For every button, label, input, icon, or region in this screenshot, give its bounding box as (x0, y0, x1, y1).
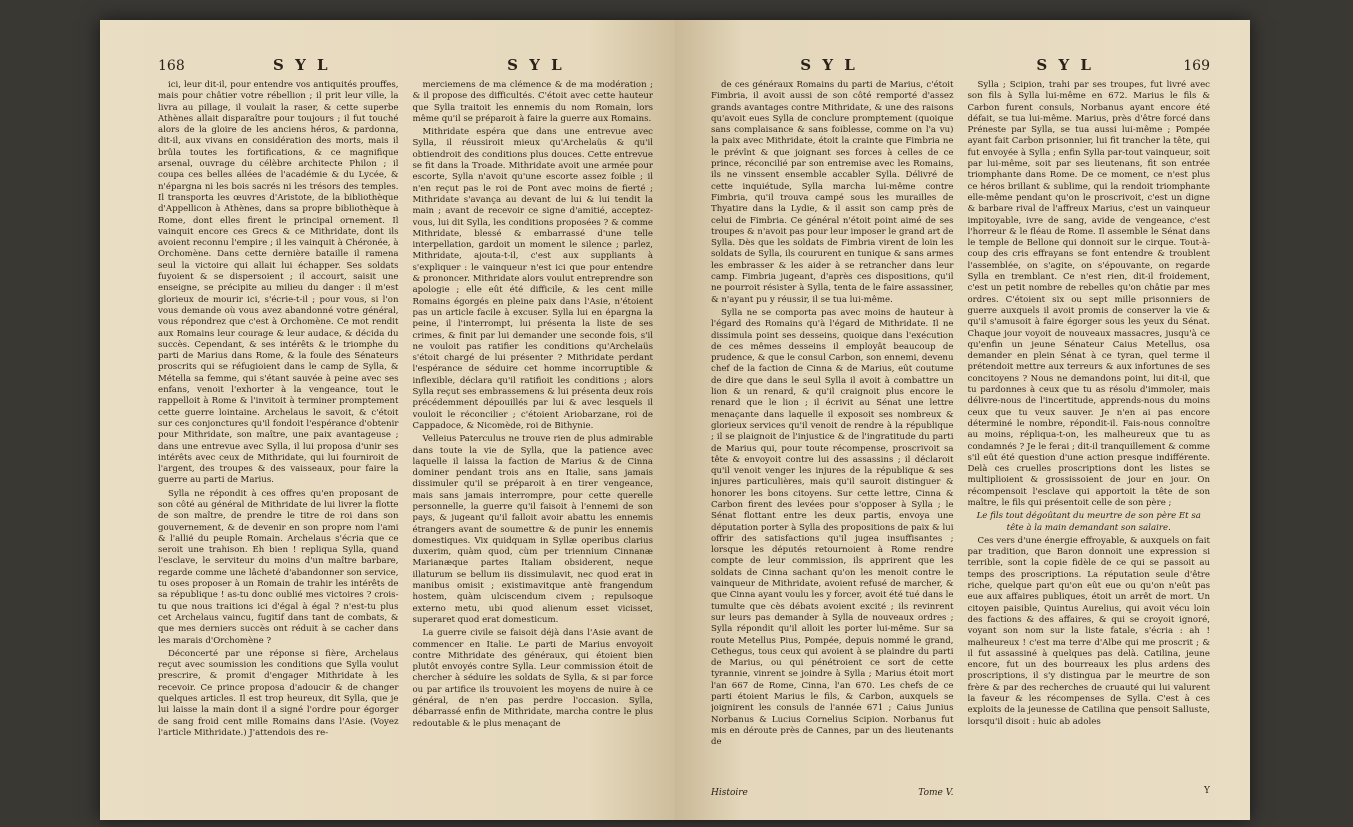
right-page-header (711, 56, 1210, 74)
paragraph: de ces généraux Romains du parti de Marius, c'étoit Fimbria, il avoit aussi de son côté remporté d'assez grands avantages contre Mithridate, & une des raisons qu'avoit eues Sylla de conclure promptement (quoique sans complaisance & sans foiblesse, comme on l'a vu) la paix avec Mithridate, étoit la crainte que Fimbria ne le prévînt & que joignant ses forces à celles de ce prince, réconcilié par son entremise avec les Romains, ils ne vinssent ensemble accabler Sylla. Délivré de cette inquiétude, Sylla marcha lui-même contre Fimbria, qu'il trouva campé sous les murailles de Thyatire dans la Lydie, & il assit son camp près de celui de Fimbria. Ce général n'étoit point aimé de ses troupes & n'avoit pas pour leur imposer le grand art de Sylla. Dès que les soldats de Fimbria virent de loin les soldats de Sylla, ils coururent en tunique & sans armes les embrasser & les aider à se retrancher dans leur camp. Fimbria jugeant, d'après ces dispositions, qu'il ne pourroit résister à Sylla, tenta de le faire assassiner, & n'ayant pu y réussir, il se tua lui-même. (711, 80, 954, 305)
left-page-header (158, 56, 653, 74)
running-head (711, 56, 1183, 74)
running-head-col2: S Y L (507, 56, 565, 74)
right-page-footer (711, 786, 1210, 798)
footer-signature (711, 788, 954, 798)
paragraph: Ces vers d'une énergie effroyable, & auxquels on fait par tradition, que Baron donnoit une expression si terrible, sont la copie fidèle de ce qui se passoit au temps des proscriptions. La réputation seule d'être riche, quelque part qu'on eût eue ou qu'on n'eût pas eue aux affaires publiques, étoit un arrêt de mort. Un citoyen paisible, Quintus Aurelius, qui avoit vécu loin des factions & des affaires, & qui se croyoit ignoré, voyant son nom sur la liste fatale, s'écria : ah ! malheureux ! c'est ma terre d'Albe qui me proscrit ; & il fut assassiné à quelques pas delà. Catilina, jeune encore, fut un des bourreaux les plus ardens des proscriptions, il s'y distingua par le meurtre de son frère & par des recherches de cruauté qui lui valurent la faveur & les récompenses de Sylla. C'est à ces exploits de la jeunesse de Catilina que pensoit Salluste, lorsqu'il disoit : huic ab adoles (967, 535, 1210, 727)
page-number: 168 (158, 58, 185, 74)
right-column-2 (968, 80, 1211, 786)
paragraph: Velleius Paterculus ne trouve rien de plus admirable dans toute la vie de Sylla, que la patience avec laquelle il laissa la faction de Marius & de Cinna dominer pendant trois ans en Italie, sans jamais dissimuler qu'il se préparoit à en tirer vengeance, mais sans jamais interrompre, pour cette querelle personnelle, la guerre qu'il faisoit à l'ennemi de son pays, & jugeant qu'il falloit avoir abattu les ennemis étrangers avant de soumettre & de punir les ennemis domestiques. Vix quidquam in Syllæ operibus clarius duxerim, quàm quod, cùm per triennium Cinnanæ Marianæque partes Italiam obsiderent, neque illaturum se bellum iis dissimulavit, nec quod erat in manibus omisit ; existimavitque antè frangendum hostem, quàm ulciscendum civem ; repulsoque externo metu, ubi quod alienum esset vicisset, superaret quod erat domesticum. (412, 434, 653, 625)
right-page (675, 20, 1250, 820)
running-head-col1: S Y L (273, 56, 331, 74)
running-head-col2: S Y L (1036, 56, 1094, 74)
left-page-columns (158, 80, 653, 800)
footer-title: Histoire (711, 788, 748, 798)
paragraph: Sylla ne se comporta pas avec moins de hauteur à l'égard des Romains qu'à l'égard de Mithridate. Il ne dissimula point ses desseins, quoique dans l'exécution de ces mêmes desseins il employât beaucoup de prudence, & que le consul Carbon, son ennemi, devenu chef de la faction de Cinna & de Marius, eût coutume de dire que dans le seul Sylla il avoit à combattre un lion & un renard, & qu'il craignoit plus encore le renard que le lion ; il écrivit au Sénat une lettre menaçante dans laquelle il exposoit ses nombreux & glorieux services qu'il venoit de rendre à la république ; il se plaignoit de l'injustice & de l'ingratitude du parti de Marius qui, pour toute récompense, proscrivoit sa tête & envoyoit contre lui des assassins ; il déclaroit qu'il venoit venger les injures de la république & ses injures particulières, mais qu'il sauroit distinguer & honorer les bons citoyens. Sur cette lettre, Cinna & Carbon firent des levées pour s'opposer à Sylla ; le Sénat flottant entre les deux partis, envoya une députation porter à Sylla des propositions de paix & lui offrir des satisfactions qu'il jugea insuffisantes ; lorsque les députés retournoient à Rome rendre compte de leur commission, ils apprirent que les soldats de Cinna sachant qu'on les menoit contre le vainqueur de Mithridate, avoient refusé de marcher, & que Cinna ayant voulu les y forcer, avoit été tué dans le tumulte que cès débats avoient excité ; ils revinrent sur leurs pas demander à Sylla de nouveaux ordres ; Sylla répondit qu'il alloit les porter lui-même. Sur sa route Metellus Pius, Pompée, depuis nommé le grand, Cethegus, tous ceux qui avoient à se plaindre du parti de Marius, ou qui pénétroient ce sort de cette tyrannie, vinrent se joindre à Sylla ; Marius étoit mort l'an 667 de Rome, Cinna, l'an 670. Les chefs de ce parti étoient Marius le fils, & Carbon, auxquels se joignirent les consuls de l'année 671 ; Caius Junius Norbanus & Lucius Cornelius Scipion. Norbanus fut mis en déroute près de Cannes, par un des lieutenants de (711, 307, 954, 748)
verse-quote: Le fils tout dégoûtant du meurtre de son père Et sa tête à la main demandant son salaire. (976, 511, 1201, 533)
paragraph: merciemens de ma clémence & de ma modération ; & il propose des difficultés. C'étoit avec cette hauteur que Sylla traitoit les ennemis du nom Romain, lors même qu'il se préparoit à faire la guerre aux Romains. (412, 80, 653, 124)
right-column-1 (711, 80, 954, 786)
paragraph: Mithridate espéra que dans une entrevue avec Sylla, il réussiroit mieux qu'Archelaüs & qu'il obtiendroit des conditions plus douces. Cette entrevue se fit dans la Troade. Mithridate avoit une armée pour escorte, Sylla n'avoit qu'une escorte assez foible ; il n'en reçut pas le roi de Pont avec moins de fierté ; Mithridate s'avança au devant de lui & lui tendit la main ; avant de recevoir ce signe d'amitié, acceptez-vous, lui dit Sylla, les conditions proposées ? & comme Mithridate, blessé & embarrassé d'une telle interpellation, gardoit un moment le silence ; parlez, Mithridate, ajouta-t-il, c'est aux suppliants à s'expliquer : le vainqueur n'est ici que pour entendre & prononcer. Mithridate alors voulut entreprendre son apologie ; elle eût été difficile, & les cent mille Romains égorgés en pleine paix dans l'Asie, n'étoient pas un article facile à excuser. Sylla lui en épargna la peine, il l'interrompt, lui présenta la liste de ses crimes, & finit par lui demander une seconde fois, s'il ne vouloit pas ratifier les conditions qu'Archelaüs s'étoit chargé de lui présenter ? Mithridate perdant l'espérance de séduire cet homme incorruptible & inflexible, déclara qu'il ratifioit les conditions ; alors Sylla reçut ses embrassemens & lui présenta deux rois précédemment dépouillés par lui & avec lesquels il vouloit le réconcilier ; c'étoient Ariobarzane, roi de Cappadoce, & Nicomède, roi de Bithynie. (412, 127, 653, 431)
right-page-columns (711, 80, 1210, 786)
paragraph: Déconcerté par une réponse si fière, Archelaus reçut avec soumission les conditions que Sylla voulut prescrire, & promit d'engager Mithridate à les recevoir. Ce prince proposa d'adoucir & de changer quelques articles. Il est trop heureux, dit Sylla, que je lui laisse la main dont il a signé l'ordre pour égorger de sang froid cent mille Romains dans l'Asie. (Voyez l'article Mithridate.) J'attendois des re- (158, 648, 399, 738)
catchword: Y (1204, 786, 1210, 796)
paragraph: La guerre civile se faisoit déjà dans l'Asie avant de commencer en Italie. Le parti de Marius envoyoit contre Mithridate des généraux, qui étoient bien plutôt envoyés contre Sylla. Leur commission étoit de chercher à séduire les soldats de Sylla, & si par force ou par artifice ils trouvoient les moyens de nuire à ce général, de n'en pas perdre l'occasion. Sylla, débarrassé enfin de Mithridate, marcha contre le plus redoutable & le plus menaçant de (412, 628, 653, 729)
page-number: 169 (1183, 58, 1210, 74)
left-column-2 (413, 80, 654, 800)
paragraph: Sylla ne répondit à ces offres qu'en proposant de son côté au général de Mithridate de lui livrer la flotte de son maître, de prendre le titre de roi dans son gouvernement, & de devenir en son propre nom l'ami & l'allié du peuple Romain. Archelaus s'écria que ce seroit une trahison. Eh bien ! repliqua Sylla, quand l'esclave, le serviteur du moins d'un maître barbare, regarde comme une lâcheté d'abandonner son service, tu oses proposer à un Romain de trahir les intérêts de sa république ! as-tu donc oublié mes victoires ? crois-tu que nous traitions ici d'égal à égal ? n'est-tu plus cet Archelaus vaincu, fugitif dans tant de combats, & que mes derniers succès ont réduit à se cacher dans les marais d'Orchomène ? (158, 488, 399, 646)
left-column-1 (158, 80, 399, 800)
running-head-col1: S Y L (800, 56, 858, 74)
footer-volume: Tome V. (918, 788, 954, 798)
book-spread (100, 20, 1250, 820)
running-head (185, 56, 653, 74)
paragraph: ici, leur dit-il, pour entendre vos antiquités prouffes, mais pour châtier votre rébellion ; il prit leur ville, la livra au pillage, il voulait la raser, & cette superbe Athènes allait disparaître pour toujours ; il fut touché alors de la gloire de les anciens héros, & pardonna, dit-il, aux vivans en considération des morts, mais il brûla toutes les fortifications, & ce magnifique arsenal, ouvrage du célèbre architecte Philon ; il coupa ces belles allées de l'académie & du Lycée, & n'épargna ni les bois sacrés ni les trésors des temples. Il transporta les œuvres d'Aristote, de la bibliothèque d'Appellicon à Athènes, dans sa propre bibliothèque à Rome, dont elles firent le principal ornement. Il vainquit encore ces Grecs & ce Mithridate, dont ils avoient reconnu l'empire ; il les vainquit à Chéronée, à Orchomène. Dans cette dernière bataille il ramena seul la victoire qui allait lui échapper. Ses soldats fuyoient & se dispersoient ; il accourt, saisit une enseigne, se précipite au milieu du danger : il m'est glorieux de mourir ici, s'écrie-t-il ; pour vous, si l'on vous demande où vous avez abandonné votre général, vous répondrez que c'est à Orchomène. Ce mot rendit aux Romains leur courage & leur audace, & décida du succès. Cependant, & ses intérêts & le triomphe du parti de Marius dans Rome, & la foule des Sénateurs proscrits qui se réfugioient dans le camp de Sylla, & Métella sa femme, qui s'étant sauvée à peine avec ses enfans, venoit l'exhorter à la vengeance, tout le rappelloit à Rome & l'invitoit à terminer promptement cette guerre lointaine. Archelaus le savoit, & c'étoit sur ces conjonctures qu'il fondoit l'espérance d'obtenir pour Mithridate, son maître, une paix avantageuse ; dans une entrevue avec Sylla, il lui proposa d'unir ses intérêts avec ceux de Mithridate, qui lui fourniroit de l'argent, des troupes & des vaisseaux, pour faire la guerre au parti de Marius. (158, 80, 399, 486)
paragraph: Sylla ; Scipion, trahi par ses troupes, fut livré avec son fils à Sylla lui-même en 672. Marius le fils & Carbon furent consuls, Norbanus ayant encore été défait, se tua lui-même. Marius, près d'être forcé dans Préneste par Sylla, se tua aussi lui-même ; Pompée ayant fait Carbon prisonnier, lui fit trancher la tête, qui fut envoyée à Sylla ; enfin Sylla par-tout vainqueur, soit par lui-même, soit par ses lieutenans, fit son entrée triomphante dans Rome. De ce moment, ce n'est plus ce héros brillant & sublime, qui la rendoit triomphante elle-même pendant qu'on le proscrivoit, c'est un digne & barbare rival de l'affreux Marius, c'est un vainqueur impitoyable, ivre de sang, avide de vengeance, c'est l'horreur & le fléau de Rome. Il assemble le Sénat dans le temple de Bellone qui donnoit sur le cirque. Tout-à-coup des cris effrayans se font entendre & troublent l'assemblée, on s'agite, on s'épouvante, on regarde Sylla en tremblant. Ce n'est rien, dit-il froidement, c'est un petit nombre de rebelles qu'on châtie par mes ordres. C'étoient six ou sept mille prisonniers de guerre auxquels il avoit promis de conserver la vie & qu'il s'amusoit à faire égorger sous les yeux du Sénat. Chaque jour voyoit de nouveaux massacres, jusqu'à ce qu'enfin un jeune Sénateur Caius Metellus, osa demander en plein Sénat à ce tyran, quel terme il prétendoit mettre aux terreurs & aux infortunes de ses concitoyens ? Nous ne demandons point, lui dit-il, que tu pardonnes à ceux que tu as résolu d'immoler, mais délivre-nous de l'incertitude, apprends-nous du moins ceux que tu veux sauver. Je n'en ai pas encore déterminé le nombre, répondit-il. Fais-nous connoître au moins, répliqua-t-on, les malheureux que tu as condamnés ? Je le ferai ; dit-il tranquillement & comme s'il eût été question d'une action presque indifférente. Delà ces cruelles proscriptions dont les listes se multiplioient & grossissoient de jour en jour. On récompensoit l'esclave qui apportoit la tête de son maître, le fils qui présentoit celle de son père ; (967, 80, 1210, 508)
left-page (100, 20, 675, 820)
